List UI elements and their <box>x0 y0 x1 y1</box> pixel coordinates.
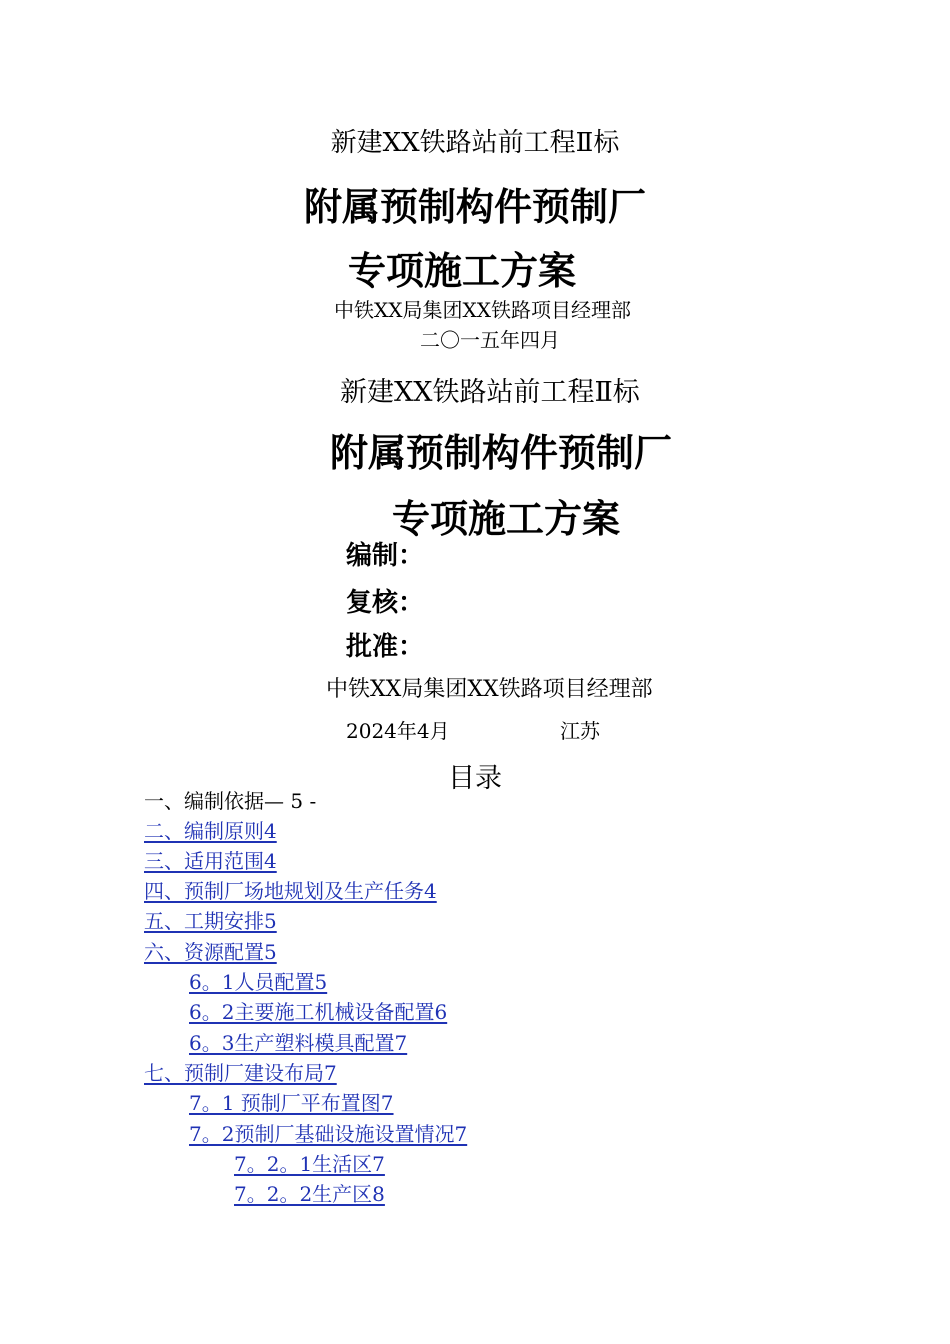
toc-link[interactable]: 六、资源配置5 <box>144 940 277 964</box>
toc-link[interactable]: 7。2预制厂基础设施设置情况7 <box>189 1122 468 1146</box>
cover1-organization: 中铁XX局集团XX铁路项目经理部 <box>334 298 631 322</box>
cover2-title-line1: 附属预制构件预制厂 <box>330 431 673 475</box>
compiled-by-label: 编制： <box>346 541 425 571</box>
toc-link[interactable]: 四、预制厂场地规划及生产任务4 <box>144 879 437 903</box>
toc-link[interactable]: 6。1人员配置5 <box>189 970 328 994</box>
cover1-title-line2: 专项施工方案 <box>348 249 577 293</box>
toc-link[interactable]: 七、预制厂建设布局7 <box>144 1061 337 1085</box>
cover1-date: 二〇一五年四月 <box>420 328 560 352</box>
toc-item: 一、编制依据— 5 - <box>144 789 317 813</box>
cover2-project-name: 新建XX铁路站前工程Ⅱ标 <box>340 377 640 408</box>
approved-by-label: 批准： <box>346 632 425 662</box>
toc-link[interactable]: 6。3生产塑料模具配置7 <box>189 1031 408 1055</box>
toc-link[interactable]: 7。2。2生产区8 <box>234 1182 385 1206</box>
toc-link[interactable]: 7。1 预制厂平布置图7 <box>189 1091 394 1115</box>
cover2-date: 2024年4月 <box>346 719 450 743</box>
toc-link[interactable]: 6。2主要施工机械设备配置6 <box>189 1000 448 1024</box>
cover2-title-line2: 专项施工方案 <box>392 497 621 541</box>
cover2-organization: 中铁XX局集团XX铁路项目经理部 <box>326 677 653 702</box>
cover1-title-line1: 附属预制构件预制厂 <box>303 185 646 229</box>
cover1-project-name: 新建XX铁路站前工程Ⅱ标 <box>330 128 620 158</box>
toc-heading: 目录 <box>448 763 502 794</box>
toc-link[interactable]: 二、编制原则4 <box>144 819 277 843</box>
toc-link[interactable]: 7。2。1生活区7 <box>234 1152 385 1176</box>
cover2-place: 江苏 <box>560 719 600 743</box>
toc-link[interactable]: 五、工期安排5 <box>144 909 277 933</box>
reviewed-by-label: 复核： <box>346 588 425 618</box>
toc-link[interactable]: 三、适用范围4 <box>144 849 277 873</box>
